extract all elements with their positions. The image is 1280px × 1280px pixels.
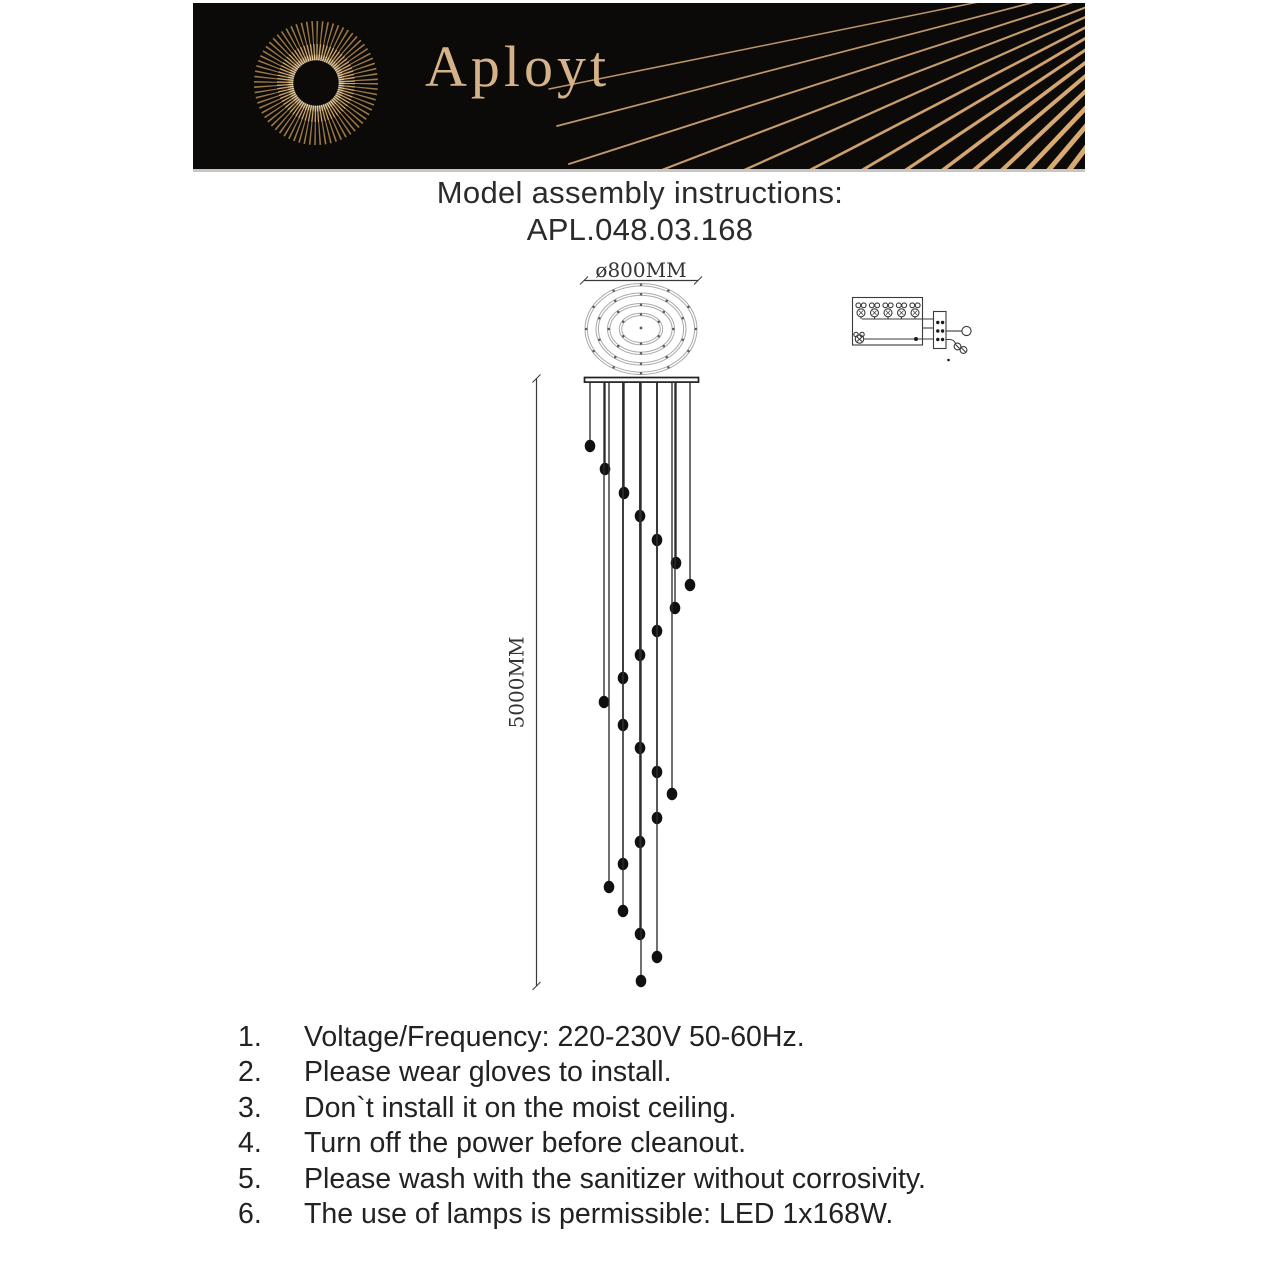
instruction-number: 3. xyxy=(238,1091,262,1124)
instruction-item xyxy=(238,1126,1138,1161)
canopy-bar xyxy=(585,378,699,383)
instruction-text: Don`t install it on the moist ceiling. xyxy=(304,1091,737,1124)
brand-wordmark: Aployt xyxy=(425,34,611,99)
height-label: 5000MM xyxy=(504,636,529,729)
instruction-number: 1. xyxy=(238,1021,262,1053)
instruction-text: Please wash with the sanitizer without corrosivity. xyxy=(304,1162,926,1195)
instructions-list xyxy=(238,1020,1138,1232)
pendant-cords-drawing xyxy=(585,382,696,987)
instruction-text: Voltage/Frequency: 220-230V 50-60Hz. xyxy=(304,1021,805,1053)
instruction-text: The use of lamps is permissible: LED 1x168W. xyxy=(304,1198,894,1231)
instruction-item xyxy=(238,1197,1138,1232)
instruction-item xyxy=(238,1162,1138,1197)
top-view-drawing xyxy=(585,283,697,374)
instruction-text: Please wear gloves to install. xyxy=(304,1056,672,1089)
diameter-dimension xyxy=(580,258,702,285)
instruction-item xyxy=(238,1091,1138,1126)
instruction-number: 6. xyxy=(238,1198,262,1231)
instruction-number: 4. xyxy=(238,1127,262,1160)
instruction-number: 5. xyxy=(238,1162,262,1195)
instruction-text: Turn off the power before cleanout. xyxy=(304,1127,747,1160)
model-number: APL.048.03.168 xyxy=(526,212,754,247)
diameter-label: ø800MM xyxy=(595,258,687,282)
height-dimension xyxy=(505,375,541,991)
wiring-diagram xyxy=(853,298,972,362)
instruction-item xyxy=(238,1020,1138,1055)
page-title: Model assembly instructions: xyxy=(436,175,844,210)
instruction-item xyxy=(238,1055,1138,1090)
instruction-number: 2. xyxy=(238,1056,262,1089)
